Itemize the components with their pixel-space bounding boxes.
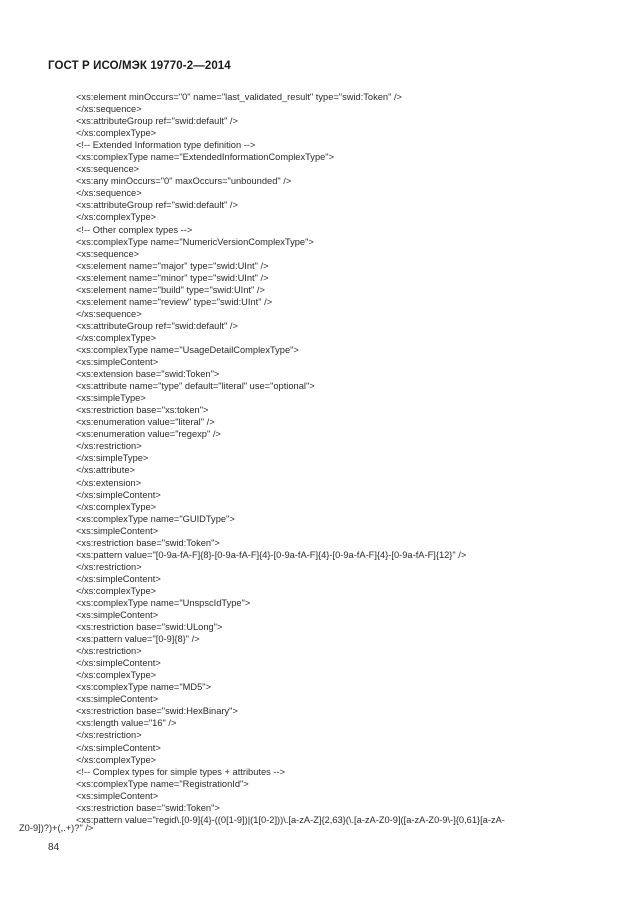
code-line: <xs:complexType name="RegistrationId"> bbox=[76, 778, 249, 789]
code-line: </xs:simpleContent> bbox=[76, 742, 161, 753]
code-line: <xs:complexType name="GUIDType"> bbox=[76, 513, 235, 524]
code-line: </xs:extension> bbox=[76, 477, 142, 488]
code-line: </xs:complexType> bbox=[76, 332, 157, 343]
code-line: <xs:complexType name="UnspscIdType"> bbox=[76, 597, 251, 608]
code-line: <xs:element name="review" type="swid:UInt" /> bbox=[76, 296, 273, 307]
code-line: </xs:complexType> bbox=[76, 128, 157, 139]
code-line: <!-- Other complex types --> bbox=[76, 224, 193, 235]
code-line: </xs:restriction> bbox=[76, 646, 142, 657]
code-line: <xs:simpleContent> bbox=[76, 610, 159, 621]
code-line: <xs:simpleContent> bbox=[76, 525, 159, 536]
code-line: <xs:element minOccurs="0" name="last_validated_result" type="swid:Token" /> bbox=[76, 92, 402, 102]
code-line: <xs:simpleContent> bbox=[76, 357, 159, 368]
code-line: </xs:simpleContent> bbox=[76, 573, 161, 584]
code-line: <xs:element name="major" type="swid:UInt" /> bbox=[76, 260, 269, 271]
code-line: </xs:complexType> bbox=[76, 501, 157, 512]
code-line: <xs:complexType name="NumericVersionComplexType"> bbox=[76, 236, 314, 247]
code-line: <xs:attributeGroup ref="swid:default" /> bbox=[76, 320, 238, 331]
code-line: <xs:restriction base="swid:Token"> bbox=[76, 802, 220, 813]
code-line: </xs:simpleType> bbox=[76, 453, 149, 464]
code-line: <xs:pattern value="[0-9]{8}" /> bbox=[76, 634, 200, 645]
code-line: <xs:restriction base="swid:ULong"> bbox=[76, 622, 223, 633]
code-line: <xs:enumeration value="literal" /> bbox=[76, 417, 215, 428]
code-line: <xs:simpleContent> bbox=[76, 790, 159, 801]
code-line: <xs:attributeGroup ref="swid:default" /> bbox=[76, 200, 238, 211]
code-line: <xs:complexType name="ExtendedInformationComplexType"> bbox=[76, 152, 335, 163]
code-line: </xs:restriction> bbox=[76, 441, 142, 452]
code-line: </xs:simpleContent> bbox=[76, 489, 161, 500]
code-line: <xs:element name="minor" type="swid:UInt" /> bbox=[76, 272, 269, 283]
xml-schema-listing bbox=[76, 91, 596, 826]
code-line: <!-- Complex types for simple types + attributes --> bbox=[76, 766, 285, 777]
code-line: </xs:sequence> bbox=[76, 104, 142, 115]
code-line: <xs:pattern value="[0-9a-fA-F]{8}-[0-9a-fA-F]{4}-[0-9a-fA-F]{4}-[0-9a-fA-F]{4}-[0-9a-fA-F]{12}" /> bbox=[76, 549, 467, 560]
code-line: </xs:complexType> bbox=[76, 670, 157, 681]
code-line: <xs:attributeGroup ref="swid:default" /> bbox=[76, 116, 238, 127]
code-line: <xs:length value="16" /> bbox=[76, 718, 177, 729]
code-line: <xs:pattern value="regid\.[0-9]{4}-((0[1-9])|(1[0-2]))\.[a-zA-Z]{2,63}(\.[a-zA-Z0-9]([a-zA-Z0-9\-]{0,61}[a-zA- bbox=[76, 814, 505, 825]
code-line: <xs:any minOccurs="0" maxOccurs="unbounded" /> bbox=[76, 176, 292, 187]
wrapped-code-line: Z0-9])?)+(,.+)?" /> bbox=[19, 823, 94, 833]
document-header: ГОСТ Р ИСО/МЭК 19770-2—2014 bbox=[48, 60, 231, 72]
code-line: <xs:element name="build" type="swid:UInt" /> bbox=[76, 284, 265, 295]
code-line: </xs:sequence> bbox=[76, 308, 142, 319]
code-line: </xs:complexType> bbox=[76, 585, 157, 596]
page-number: 84 bbox=[48, 842, 60, 853]
code-line: </xs:restriction> bbox=[76, 561, 142, 572]
code-line: <!-- Extended Information type definition --> bbox=[76, 140, 256, 151]
code-line: <xs:restriction base="xs:token"> bbox=[76, 405, 209, 416]
code-line: </xs:complexType> bbox=[76, 212, 157, 223]
code-line: <xs:complexType name="UsageDetailComplexType"> bbox=[76, 344, 299, 355]
code-line: </xs:simpleContent> bbox=[76, 658, 161, 669]
code-line: <xs:attribute name="type" default="literal" use="optional"> bbox=[76, 381, 315, 392]
code-line: </xs:restriction> bbox=[76, 730, 142, 741]
code-line: <xs:complexType name="MD5"> bbox=[76, 682, 212, 693]
code-line: <xs:sequence> bbox=[76, 164, 140, 175]
code-line: <xs:simpleContent> bbox=[76, 694, 159, 705]
code-line: <xs:sequence> bbox=[76, 248, 140, 259]
code-line: </xs:complexType> bbox=[76, 754, 157, 765]
code-line: </xs:sequence> bbox=[76, 188, 142, 199]
code-line: <xs:restriction base="swid:HexBinary"> bbox=[76, 706, 238, 717]
code-line: <xs:enumeration value="regexp" /> bbox=[76, 429, 221, 440]
code-line: <xs:simpleType> bbox=[76, 393, 146, 404]
code-line: <xs:extension base="swid:Token"> bbox=[76, 369, 220, 380]
code-line: </xs:attribute> bbox=[76, 465, 135, 476]
code-line: <xs:restriction base="swid:Token"> bbox=[76, 537, 220, 548]
